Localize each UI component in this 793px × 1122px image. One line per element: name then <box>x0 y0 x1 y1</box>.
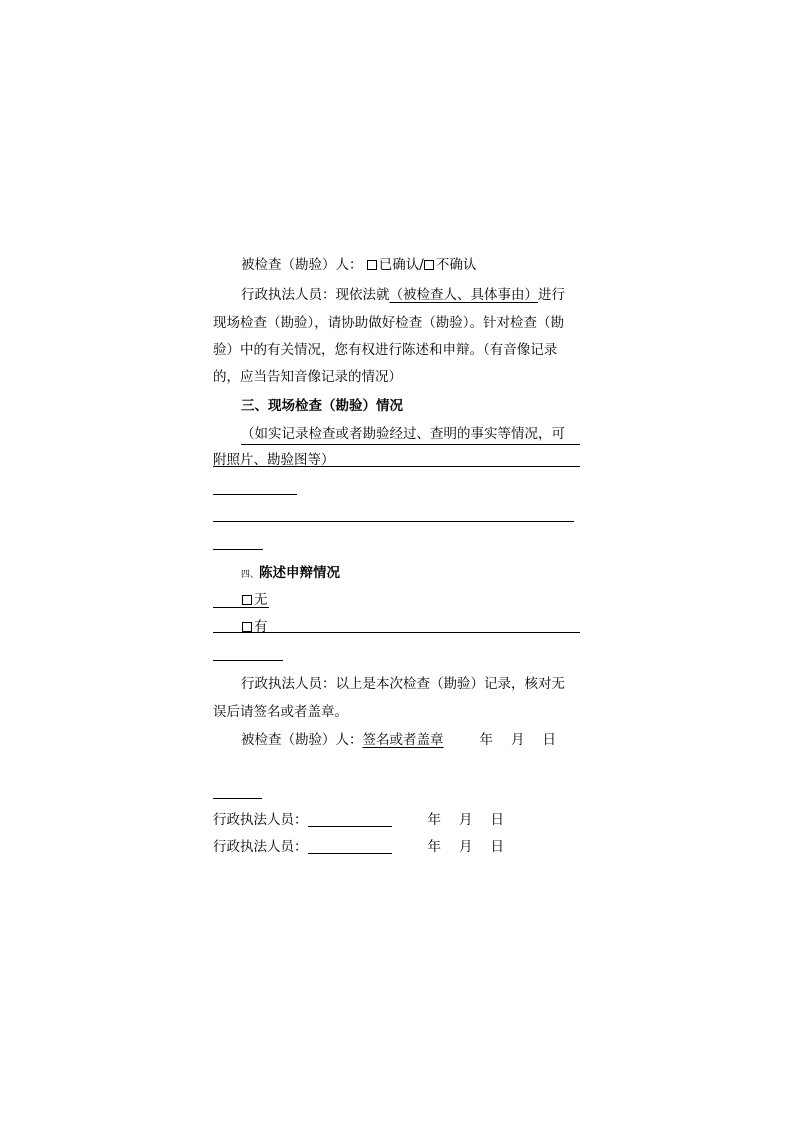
signature-separator-line <box>213 798 262 799</box>
notice-subject-field: （被检查人、具体事由） <box>389 287 538 303</box>
section-4-title: 陈述申辩情况 <box>259 565 341 581</box>
statement-none-underline <box>213 607 269 608</box>
not-confirmed-checkbox[interactable] <box>424 260 434 270</box>
officer-signature-line-2 <box>213 838 504 856</box>
section-3-blank-line-1[interactable] <box>213 466 580 467</box>
notice-prefix: 行政执法人员：现依法就 <box>241 287 390 303</box>
statement-yes-checkbox[interactable] <box>242 622 252 632</box>
notice-line-1 <box>241 286 565 304</box>
section-3-blank-line-3[interactable] <box>213 521 574 522</box>
inspected-date-month: 月 <box>511 732 525 748</box>
confirmed-option-label: 已确认 <box>378 257 420 273</box>
officer-signature-line-1 <box>213 811 504 829</box>
statement-none-checkbox[interactable] <box>242 595 252 605</box>
confirm-line <box>241 256 476 274</box>
officer-1-date-year: 年 <box>427 812 441 828</box>
section-3-hint-line-2: 附照片、勘验图等） <box>213 452 335 468</box>
option-separator: / <box>419 257 424 273</box>
inspected-date-year: 年 <box>479 732 493 748</box>
officer-1-date-month: 月 <box>459 812 473 828</box>
inspected-party-signature-field[interactable]: 签名或者盖章 <box>362 732 444 748</box>
confirmed-checkbox[interactable] <box>367 260 377 270</box>
notice-suffix: 进行 <box>538 287 565 303</box>
officer-2-date-day: 日 <box>490 839 504 855</box>
section-3-heading: 三、现场检查（勘验）情况 <box>241 398 403 414</box>
section-3-line-1-underline <box>241 444 580 445</box>
officer-2-date-month: 月 <box>459 839 473 855</box>
statement-yes-option <box>242 618 268 636</box>
officer-label-2: 行政执法人员： <box>213 839 308 855</box>
notice-line-3: 验）中的有关情况，您有权进行陈述和申辩。（有音像记录 <box>213 342 558 358</box>
officer-signature-field-2[interactable] <box>308 840 392 854</box>
section-3-hint-line-1: （如实记录检查或者勘验经过、查明的事实等情况，可 <box>241 426 565 442</box>
statement-none-label: 无 <box>254 592 268 608</box>
notice-line-4: 的，应当告知音像记录的情况） <box>213 369 402 385</box>
confirm-label: 被检查（勘验）人： <box>241 257 363 273</box>
officer-label-1: 行政执法人员： <box>213 812 308 828</box>
statement-blank-line-2[interactable] <box>213 660 283 661</box>
section-4-number: 四、 <box>241 570 260 580</box>
officer-1-date-day: 日 <box>490 812 504 828</box>
notice-line-2: 现场检查（勘验），请协助做好检查（勘验）。针对检查（勘 <box>213 315 564 331</box>
section-4-heading <box>241 564 340 584</box>
section-3-blank-line-2[interactable] <box>213 494 297 495</box>
inspected-date-day: 日 <box>542 732 556 748</box>
officer-signature-field-1[interactable] <box>308 813 392 827</box>
not-confirmed-option-label: 不确认 <box>435 257 477 273</box>
section-3-blank-line-4[interactable] <box>213 549 263 550</box>
closing-line-2: 误后请签名或者盖章。 <box>213 704 348 720</box>
closing-line-1: 行政执法人员：以上是本次检查（勘验）记录，核对无 <box>241 676 565 692</box>
statement-yes-label: 有 <box>254 619 268 635</box>
inspected-party-signature-line <box>241 731 556 749</box>
officer-2-date-year: 年 <box>427 839 441 855</box>
statement-blank-line-1[interactable] <box>213 632 580 633</box>
inspected-party-label: 被检查（勘验）人： <box>241 732 363 748</box>
